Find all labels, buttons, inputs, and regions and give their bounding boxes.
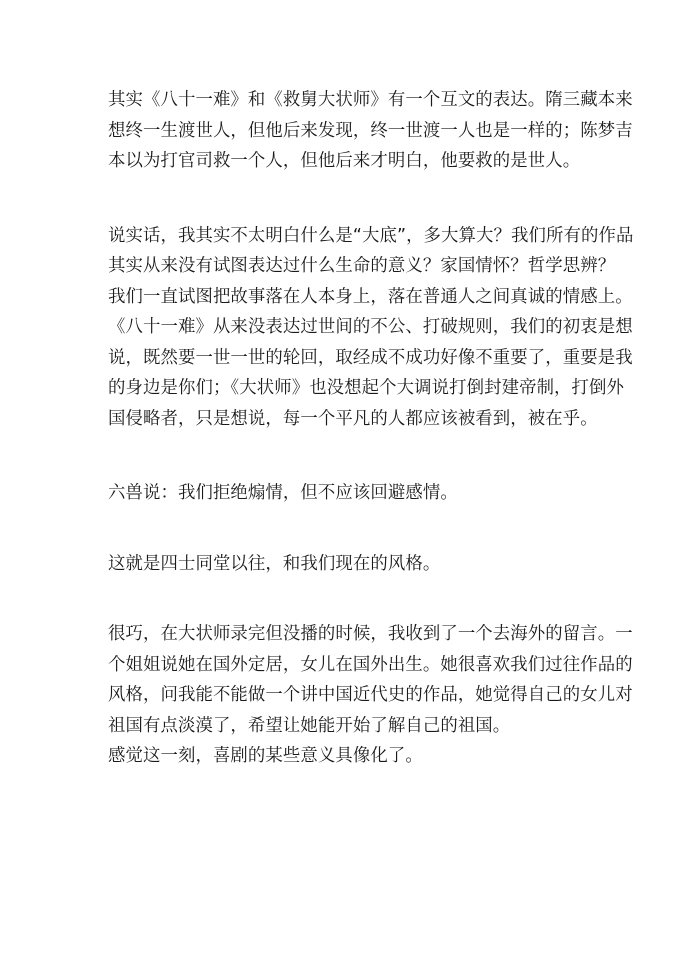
paragraph-spacer bbox=[108, 434, 608, 478]
text-line: 《八十一难》从来没表达过世间的不公、打破规则，我们的初衷是想 bbox=[108, 317, 633, 337]
text-line: 说实话，我其实不太明白什么是“大底”，多大算大？我们所有的作品 bbox=[108, 225, 634, 246]
text-line: 很巧，在大状师录完但没播的时候，我收到了一个去海外的留言。一 bbox=[108, 624, 633, 644]
text-line: 本以为打官司救一个人，但他后来才明白，他要救的是世人。 bbox=[108, 151, 581, 171]
paragraph-spacer bbox=[108, 509, 608, 549]
text-line: 这就是四士同堂以往，和我们现在的风格。 bbox=[108, 553, 441, 574]
text-line: 的身边是你们；《大状师》也没想起个大调说打倒封建帝制，打倒外 bbox=[108, 378, 625, 398]
text-line: 风格，问我能不能做一个讲中国近代史的作品，她觉得自己的女儿对 bbox=[108, 685, 633, 705]
text-line: 其实从来没有试图表达过什么生命的意义？家国情怀？哲学思辨？ bbox=[108, 256, 616, 276]
document-body bbox=[108, 85, 634, 772]
paragraph-3 bbox=[108, 478, 608, 509]
paragraph-2 bbox=[108, 221, 634, 435]
paragraph-1 bbox=[108, 85, 633, 177]
text-line: 个姐姐说她在国外定居，女儿在国外出生。她很喜欢我们过往作品的 bbox=[108, 654, 633, 675]
text-line: 六兽说：我们拒绝煽情，但不应该回避感情。 bbox=[108, 483, 458, 503]
text-line: 我们一直试图把故事落在人本身上，落在普通人之间真诚的情感上。 bbox=[108, 286, 633, 307]
paragraph-4 bbox=[108, 549, 608, 580]
paragraph-spacer bbox=[108, 177, 608, 221]
text-line: 说，既然要一世一世的轮回，取经成不成功好像不重要了，重要是我 bbox=[108, 347, 633, 368]
paragraph-5 bbox=[108, 619, 633, 772]
text-line: 感觉这一刻，喜剧的某些意义具像化了。 bbox=[108, 746, 423, 766]
text-line: 其实《八十一难》和《救舅大状师》有一个互文的表达。隋三藏本来 bbox=[108, 90, 633, 110]
text-line: 祖国有点淡漠了，希望让她能开始了解自己的祖国。 bbox=[108, 715, 511, 736]
text-line: 想终一生渡世人，但他后来发现，终一世渡一人也是一样的；陈梦吉 bbox=[108, 120, 633, 141]
text-line: 国侵略者，只是想说，每一个平凡的人都应该被看到，被在乎。 bbox=[108, 408, 598, 429]
paragraph-spacer bbox=[108, 579, 608, 619]
